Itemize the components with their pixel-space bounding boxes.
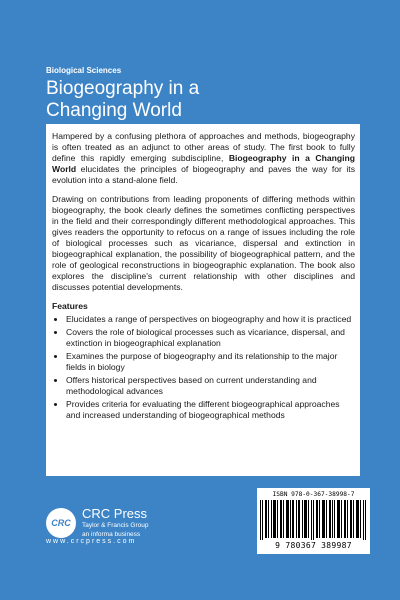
crc-logo-icon: CRC (46, 508, 76, 538)
barcode-icon (260, 500, 367, 540)
description-paragraph-2: Drawing on contributions from leading proponents of differing methods within biogeography, the book clearly defines the sometimes conflicting perspectives in the field and their correspondingly different methodological approaches. This gives readers the opportunity to refocus on a range of issues including the role of biological processes such as vicariance, dispersal and extinction in biogeographical explanation, the possibility of biogeographical pattern, and the role of geological reconstructions in biogeographic explanation. The book also explores the discipline's current relationship with other disciplines and discusses potential developments. (52, 194, 355, 292)
feature-item: • Covers the role of biological processes such as vicariance, dispersal, and extinction in biogeographical explanation (66, 327, 355, 349)
feature-item: • Provides criteria for evaluating the different biogeographical approaches and increased understanding of biogeographical methods (66, 399, 355, 421)
description-paragraph-1 (52, 131, 355, 186)
isbn-text: ISBN 978-0-367-38998-7 (272, 491, 355, 498)
feature-item: • Offers historical perspectives based on current understanding and methodological advances (66, 375, 355, 397)
p1-end: elucidates the principles of biogeography and paves the way for its evolution into a stand-alone field. (52, 164, 355, 185)
features-list (52, 314, 355, 421)
barcode-box (257, 488, 370, 554)
book-title (46, 78, 366, 122)
title-line-1: Biogeography in a (46, 78, 200, 99)
publisher-tagline: an informa business (82, 531, 141, 538)
publisher-name: CRC Press (82, 506, 148, 521)
feature-item: • Examines the purpose of biogeography and its relationship to the major fields in biology (66, 351, 355, 373)
category-label: Biological Sciences (46, 66, 122, 75)
publisher-group: Taylor & Francis Group (82, 522, 149, 529)
feature-item: • Elucidates a range of perspectives on biogeography and how it is practiced (66, 314, 355, 325)
p1-start: Hampered by a confusing plethora of approaches and methods, biogeography is often treated as an adjunct to other areas of study. The first book to fully define this rapidly emerging subdiscipline, (52, 131, 355, 163)
features-heading: Features (52, 301, 88, 311)
title-line-2: Changing World (46, 100, 182, 121)
publisher-website: www.crcpress.com (46, 538, 137, 545)
barcode-digits: 9 780367 389987 (275, 541, 352, 550)
description-box (46, 124, 360, 476)
p1-bold-title: Biogeography in a Changing World (52, 153, 355, 174)
